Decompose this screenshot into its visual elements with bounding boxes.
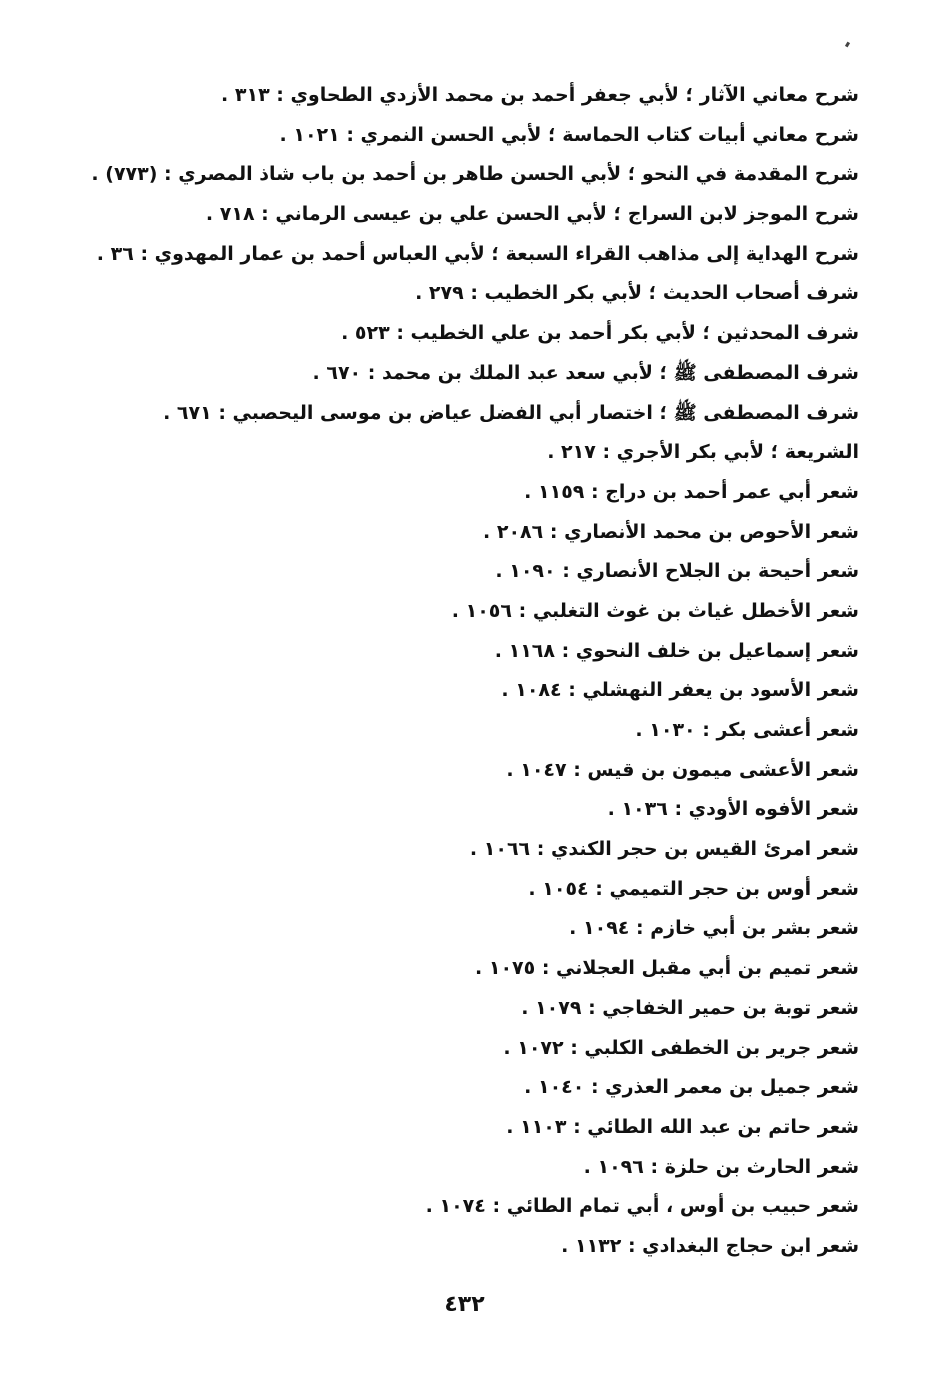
index-entry: شعر الأسود بن يعفر النهشلي : ١٠٨٤ . bbox=[501, 679, 859, 702]
scan-speck bbox=[845, 42, 850, 48]
page-number: ٤٣٢ bbox=[444, 1292, 485, 1317]
index-entry: شعر الأحوص بن محمد الأنصاري : ٢٠٨٦ . bbox=[483, 520, 859, 543]
index-entry: شعر تميم بن أبي مقبل العجلاني : ١٠٧٥ . bbox=[475, 957, 859, 980]
index-entry: شعر الأخطل غياث بن غوث التغلبي : ١٠٥٦ . bbox=[451, 599, 859, 622]
index-entry: شعر الأفوه الأودي : ١٠٣٦ . bbox=[607, 798, 859, 821]
index-entry: شرف أصحاب الحديث ؛ لأبي بكر الخطيب : ٢٧٩ . bbox=[415, 282, 859, 305]
index-entry: شعر أبي عمر أحمد بن دراج : ١١٥٩ . bbox=[524, 480, 859, 503]
index-entry: شعر إسماعيل بن خلف النحوي : ١١٦٨ . bbox=[494, 639, 859, 662]
index-entry: شرف المحدثين ؛ لأبي بكر أحمد بن علي الخطيب : ٥٢٣ . bbox=[341, 322, 859, 345]
index-entry: شرف المصطفى ﷺ ؛ لأبي سعد عبد الملك بن محمد : ٦٧٠ . bbox=[312, 361, 859, 384]
index-entry: شرح الموجز لابن السراج ؛ لأبي الحسن علي بن عيسى الرماني : ٧١٨ . bbox=[205, 203, 859, 226]
index-entry: شرف المصطفى ﷺ ؛ اختصار أبي الفضل عياض بن موسى اليحصبي : ٦٧١ . bbox=[163, 401, 859, 424]
index-entry: شرح معاني أبيات كتاب الحماسة ؛ لأبي الحسن النمري : ١٠٢١ . bbox=[279, 123, 859, 146]
index-entry: شرح الهداية إلى مذاهب القراء السبعة ؛ لأبي العباس أحمد بن عمار المهدوي : ٣٦ . bbox=[96, 242, 859, 265]
index-entry: شعر توبة بن حمير الخفاجي : ١٠٧٩ . bbox=[521, 996, 859, 1019]
index-entry: شرح معاني الآثار ؛ لأبي جعفر أحمد بن محمد الأزدي الطحاوي : ٣١٣ . bbox=[221, 84, 859, 106]
index-entry: شعر حبيب بن أوس ، أبي تمام الطائي : ١٠٧٤ . bbox=[425, 1195, 859, 1218]
index-entry: شرح المقدمة في النحو ؛ لأبي الحسن طاهر بن أحمد بن باب شاذ المصري : (٧٧٣) . bbox=[91, 163, 859, 186]
index-entry: شعر جميل بن معمر العذري : ١٠٤٠ . bbox=[524, 1076, 859, 1099]
index-entry: شعر ابن حجاج البغدادي : ١١٣٢ . bbox=[561, 1234, 859, 1257]
index-entry: شعر أحيحة بن الجلاح الأنصاري : ١٠٩٠ . bbox=[495, 560, 859, 583]
index-entry: شعر الأعشى ميمون بن قيس : ١٠٤٧ . bbox=[506, 758, 859, 781]
index-entry: شعر بشر بن أبي خازم : ١٠٩٤ . bbox=[569, 917, 859, 940]
index-entries-list bbox=[79, 76, 859, 1267]
index-entry: شعر امرئ القيس بن حجر الكندي : ١٠٦٦ . bbox=[469, 838, 859, 861]
index-entry: شعر أعشى بكر : ١٠٣٠ . bbox=[635, 719, 859, 741]
index-entry: شعر أوس بن حجر التميمي : ١٠٥٤ . bbox=[528, 877, 859, 900]
index-entry: الشريعة ؛ لأبي بكر الأجري : ٢١٧ . bbox=[547, 441, 859, 464]
index-entry: شعر جرير بن الخطفى الكلبي : ١٠٧٢ . bbox=[503, 1036, 859, 1059]
index-entry: شعر الحارث بن حلزة : ١٠٩٦ . bbox=[583, 1155, 859, 1178]
index-entry: شعر حاتم بن عبد الله الطائي : ١١٠٣ . bbox=[506, 1115, 859, 1138]
